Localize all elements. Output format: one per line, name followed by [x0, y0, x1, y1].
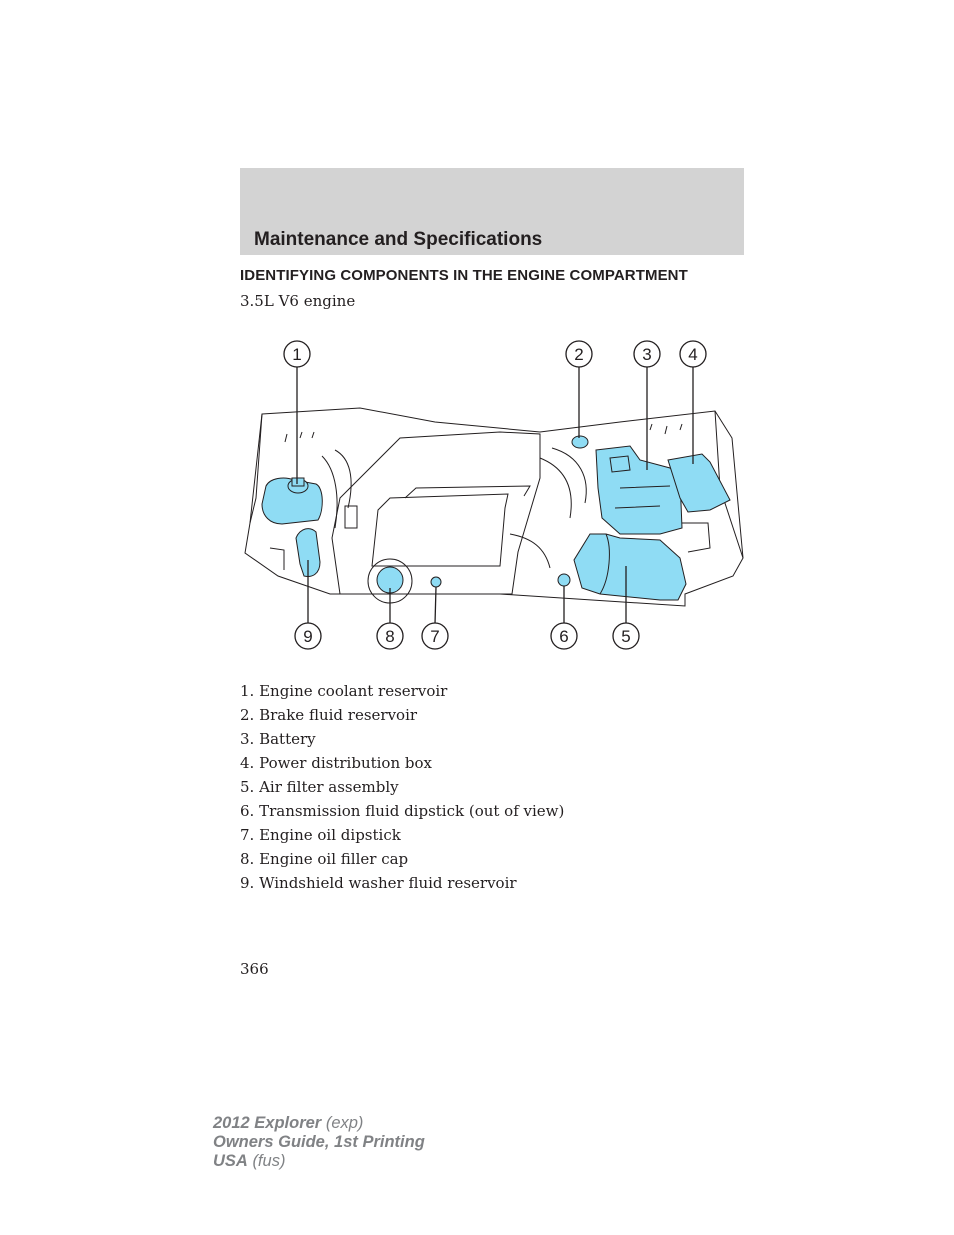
- callout-7: [422, 623, 448, 649]
- callout-9: [295, 623, 321, 649]
- legend-item: 8. Engine oil filler cap: [240, 850, 409, 868]
- legend-item: 4. Power distribution box: [240, 754, 432, 772]
- footer-model-code: (exp): [325, 1114, 364, 1132]
- air-filter-assembly-shape: [574, 534, 686, 600]
- callout-3: [634, 341, 660, 367]
- legend-item: 5. Air filter assembly: [240, 778, 399, 796]
- callout-6: [551, 623, 577, 649]
- brake-fluid-reservoir-shape: [572, 436, 588, 448]
- svg-text:3: 3: [642, 345, 652, 364]
- svg-text:7: 7: [430, 627, 440, 646]
- callout-8: [377, 623, 403, 649]
- page-number: 366: [240, 960, 269, 978]
- callout-1: [284, 341, 310, 367]
- svg-text:4: 4: [688, 345, 698, 364]
- section-title: Maintenance and Specifications: [254, 229, 543, 250]
- footer-model: 2012 Explorer: [213, 1114, 322, 1132]
- header-band: [240, 168, 744, 255]
- battery-shape: [596, 446, 682, 534]
- svg-text:8: 8: [385, 627, 395, 646]
- section-heading: IDENTIFYING COMPONENTS IN THE ENGINE COMPARTMENT: [240, 267, 688, 284]
- legend-item: 7. Engine oil dipstick: [240, 826, 401, 844]
- svg-text:9: 9: [303, 627, 313, 646]
- callout-5: [613, 623, 639, 649]
- transmission-dipstick-shape: [558, 574, 570, 586]
- svg-text:1: 1: [292, 345, 302, 364]
- component-legend: [240, 679, 564, 895]
- engine-cover: [332, 432, 540, 594]
- svg-text:5: 5: [621, 627, 631, 646]
- engine-compartment-diagram: [240, 338, 746, 654]
- footer-region: USA: [213, 1152, 248, 1170]
- oil-dipstick-shape: [431, 577, 441, 587]
- legend-item: 2. Brake fluid reservoir: [240, 706, 418, 724]
- legend-item: 3. Battery: [240, 730, 316, 748]
- legend-item: 1. Engine coolant reservoir: [240, 682, 448, 700]
- svg-text:6: 6: [559, 627, 569, 646]
- callout-4: [680, 341, 706, 367]
- footer-guide: Owners Guide, 1st Printing: [213, 1133, 425, 1151]
- svg-text:2: 2: [574, 345, 584, 364]
- engine-label: 3.5L V6 engine: [240, 292, 356, 310]
- footer: [213, 1114, 425, 1171]
- callout-2: [566, 341, 592, 367]
- legend-item: 6. Transmission fluid dipstick (out of view): [240, 802, 565, 820]
- footer-region-code: (fus): [252, 1152, 286, 1170]
- legend-item: 9. Windshield washer fluid reservoir: [240, 874, 517, 892]
